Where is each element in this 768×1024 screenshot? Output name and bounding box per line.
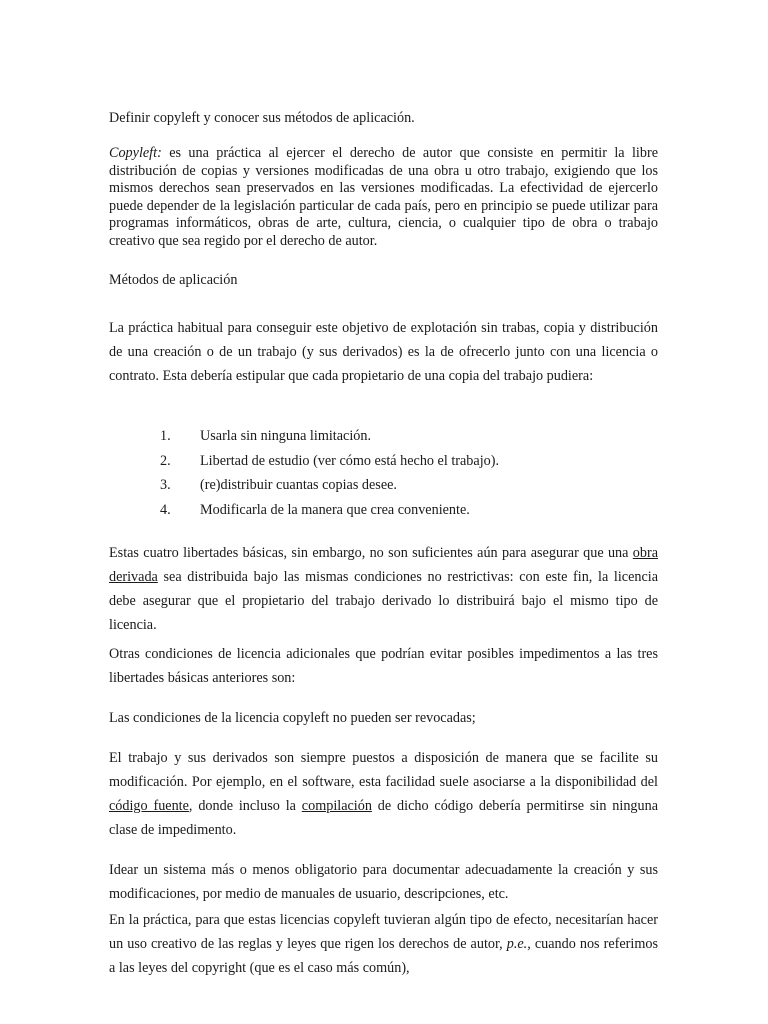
list-number: 1.	[160, 428, 171, 444]
list-number: 3.	[160, 477, 171, 493]
paragraph-text: El trabajo y sus derivados son siempre puestos a disposición de manera que se facilite su modificación. Por ejemplo, en el software, esta facilidad suele asociarse a la disponibilidad del	[109, 750, 658, 790]
other-conditions-paragraph: Otras condiciones de licencia adicionales que podrían evitar posibles impedimentos a las tres libertades básicas anteriores son:	[109, 646, 658, 686]
document-title: Definir copyleft y conocer sus métodos de aplicación.	[109, 110, 415, 126]
paragraph-text: , donde incluso la	[188, 798, 302, 814]
intro-paragraph: La práctica habitual para conseguir este objetivo de explotación sin trabas, copia y distribución de una creación o de un trabajo (y sus derivados) es la de ofrecerlo junto con una licencia o contrato. Esta debería estipular que cada propietario de una copia del trabajo pudiera:	[109, 320, 658, 384]
paragraph-text: Estas cuatro libertades básicas, sin embargo, no son suficientes aún para asegurar que una	[109, 545, 633, 561]
list-text: Libertad de estudio (ver cómo está hecho el trabajo).	[200, 452, 499, 469]
list-item	[160, 424, 499, 449]
list-item	[160, 449, 499, 474]
list-text: Modificarla de la manera que crea conveniente.	[200, 501, 470, 518]
codigo-fuente-link[interactable]: código fuente	[109, 798, 189, 814]
list-number: 4.	[160, 501, 171, 518]
pe-abbreviation: p.e.	[506, 936, 528, 952]
obra-derivada-link[interactable]: obra derivada	[109, 545, 658, 585]
documentation-paragraph: Idear un sistema más o menos obligatorio para documentar adecuadamente la creación y sus modificaciones, por medio de manuales de usuario, descripciones, etc.	[109, 862, 658, 902]
freedoms-paragraph	[109, 541, 658, 637]
paragraph-text: sea distribuida bajo las mismas condiciones no restrictivas: con este fin, la licencia debe asegurar que el propietario del trabajo derivado lo distribuirá bajo el mismo tipo de licencia.	[109, 569, 658, 633]
paragraph-text: de dicho código debería permitirse sin ninguna clase de impedimento.	[109, 798, 658, 838]
definition-text: es una práctica al ejercer el derecho de autor que consiste en permitir la libre distribución de copias y versiones modificadas de una obra u otro trabajo, exigiendo que los mismos derechos sean preservados en las versiones modificadas. La efectividad de ejercerlo puede depender de la legislación particular de cada país, pero en principio se puede utilizar para programas informáticos, obras de arte, cultura, ciencia, o cualquier tipo de obra o trabajo creativo que sea regido por el derecho de autor.	[109, 145, 658, 249]
freedoms-list	[160, 424, 499, 522]
list-item	[160, 498, 499, 523]
list-number: 2.	[160, 452, 171, 469]
paragraph-text: , cuando nos referimos a las leyes del copyright (que es el caso más común),	[109, 936, 658, 976]
modification-paragraph	[109, 746, 658, 842]
list-item	[160, 473, 499, 498]
list-text: (re)distribuir cuantas copias desee.	[200, 477, 397, 493]
compilacion-link[interactable]: compilación	[301, 798, 372, 814]
section-heading: Métodos de aplicación	[109, 272, 238, 288]
list-text: Usarla sin ninguna limitación.	[200, 428, 372, 444]
irrevocable-condition: Las condiciones de la licencia copyleft no pueden ser revocadas;	[109, 710, 476, 726]
copyleft-definition	[109, 145, 658, 250]
definition-term: Copyleft:	[109, 145, 162, 161]
practice-paragraph	[109, 908, 658, 980]
paragraph-text: En la práctica, para que estas licencias copyleft tuvieran algún tipo de efecto, necesitarían hacer un uso creativo de las reglas y leyes que rigen los derechos de autor,	[109, 912, 658, 952]
